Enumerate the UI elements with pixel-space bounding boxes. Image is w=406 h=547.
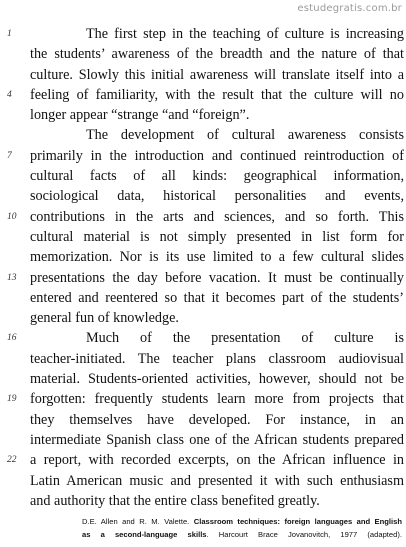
text-line: [30, 349, 404, 369]
line-number: 16: [7, 333, 17, 344]
line-text: they themselves have developed. For instance, in an: [30, 411, 404, 428]
line-number: 13: [7, 272, 17, 283]
line-number: 10: [7, 211, 17, 222]
text-line: [30, 65, 404, 85]
text-line: [7, 328, 404, 348]
text-line: [7, 389, 404, 409]
line-text: presentations the day before vacation. It must be continually: [30, 269, 404, 286]
citation-authors: D.E. Allen and R. M. Valette.: [82, 517, 190, 526]
line-text: culture. Slowly this initial awareness will translate itself into a: [30, 66, 404, 83]
line-number: 19: [7, 394, 17, 405]
line-text: primarily in the introduction and continued reintroduction of: [30, 147, 404, 164]
citation-line-2: [82, 529, 402, 542]
line-number: 4: [7, 89, 12, 100]
watermark: estudegratis.com.br: [297, 3, 402, 14]
line-text: intermediate Spanish class one of the African students prepared: [30, 431, 404, 448]
text-line: [30, 44, 404, 64]
citation-line-1: [82, 516, 402, 529]
citation-title-part-1: Classroom techniques: foreign languages and English: [193, 517, 402, 526]
line-text: entered and reentered so that it becomes part of the students’: [30, 289, 404, 306]
line-text: longer appear “strange “and “foreign”.: [30, 107, 250, 124]
text-line: [30, 430, 404, 450]
text-line: [30, 410, 404, 430]
line-number: 7: [7, 150, 12, 161]
line-number: 1: [7, 29, 12, 39]
line-text: and authority that the entire class benefited greatly.: [30, 492, 320, 509]
document-text: [7, 24, 404, 511]
text-line: [30, 186, 404, 206]
text-line: [30, 288, 404, 308]
text-line: [30, 125, 404, 145]
text-line: [30, 247, 404, 267]
text-line: [7, 450, 404, 470]
line-text: sociological data, historical personalities and events,: [30, 188, 404, 205]
line-text: The development of cultural awareness consists: [86, 127, 404, 144]
text-line: [30, 369, 404, 389]
line-number: 22: [7, 455, 17, 466]
citation-publisher: . Harcourt Brace Jovanovitch, 1977 (adapted).: [206, 529, 402, 539]
line-text: feeling of familiarity, with the result that the culture will no: [30, 86, 404, 103]
text-line: [30, 491, 404, 511]
text-line: [7, 268, 404, 288]
line-text: general fun of knowledge.: [30, 310, 179, 327]
line-text: material. Students-oriented activities, however, should not be: [30, 371, 404, 388]
citation-title-part-2: as a second-language skills: [82, 529, 207, 539]
text-line: [7, 207, 404, 227]
text-line: [30, 471, 404, 491]
line-text: The first step in the teaching of culture is increasing: [86, 26, 404, 42]
line-text: contributions in the arts and sciences, and so forth. This: [30, 208, 404, 225]
line-text: forgotten: frequently students learn more from projects that: [30, 391, 404, 408]
text-line: [30, 166, 404, 186]
line-text: the students’ awareness of the breadth and the nature of that: [30, 46, 404, 63]
text-line: [30, 227, 404, 247]
text-line: [30, 308, 404, 328]
text-line: [30, 105, 404, 125]
source-citation: [82, 516, 402, 541]
line-text: cultural material is not simply presented in list form for: [30, 228, 404, 245]
line-text: cultural facts of all kinds: geographical information,: [30, 168, 404, 185]
line-text: Much of the presentation of culture is: [86, 330, 404, 347]
line-text: teacher-initiated. The teacher plans classroom audiovisual: [30, 350, 404, 367]
line-text: Latin American music and presented it with such enthusiasm: [30, 472, 404, 489]
line-text: a report, with recorded excerpts, on the African influence in: [30, 452, 404, 469]
text-line: [7, 85, 404, 105]
text-line: [7, 24, 404, 44]
text-line: [7, 146, 404, 166]
line-text: memorization. Nor is its use limited to a few cultural slides: [30, 249, 404, 266]
